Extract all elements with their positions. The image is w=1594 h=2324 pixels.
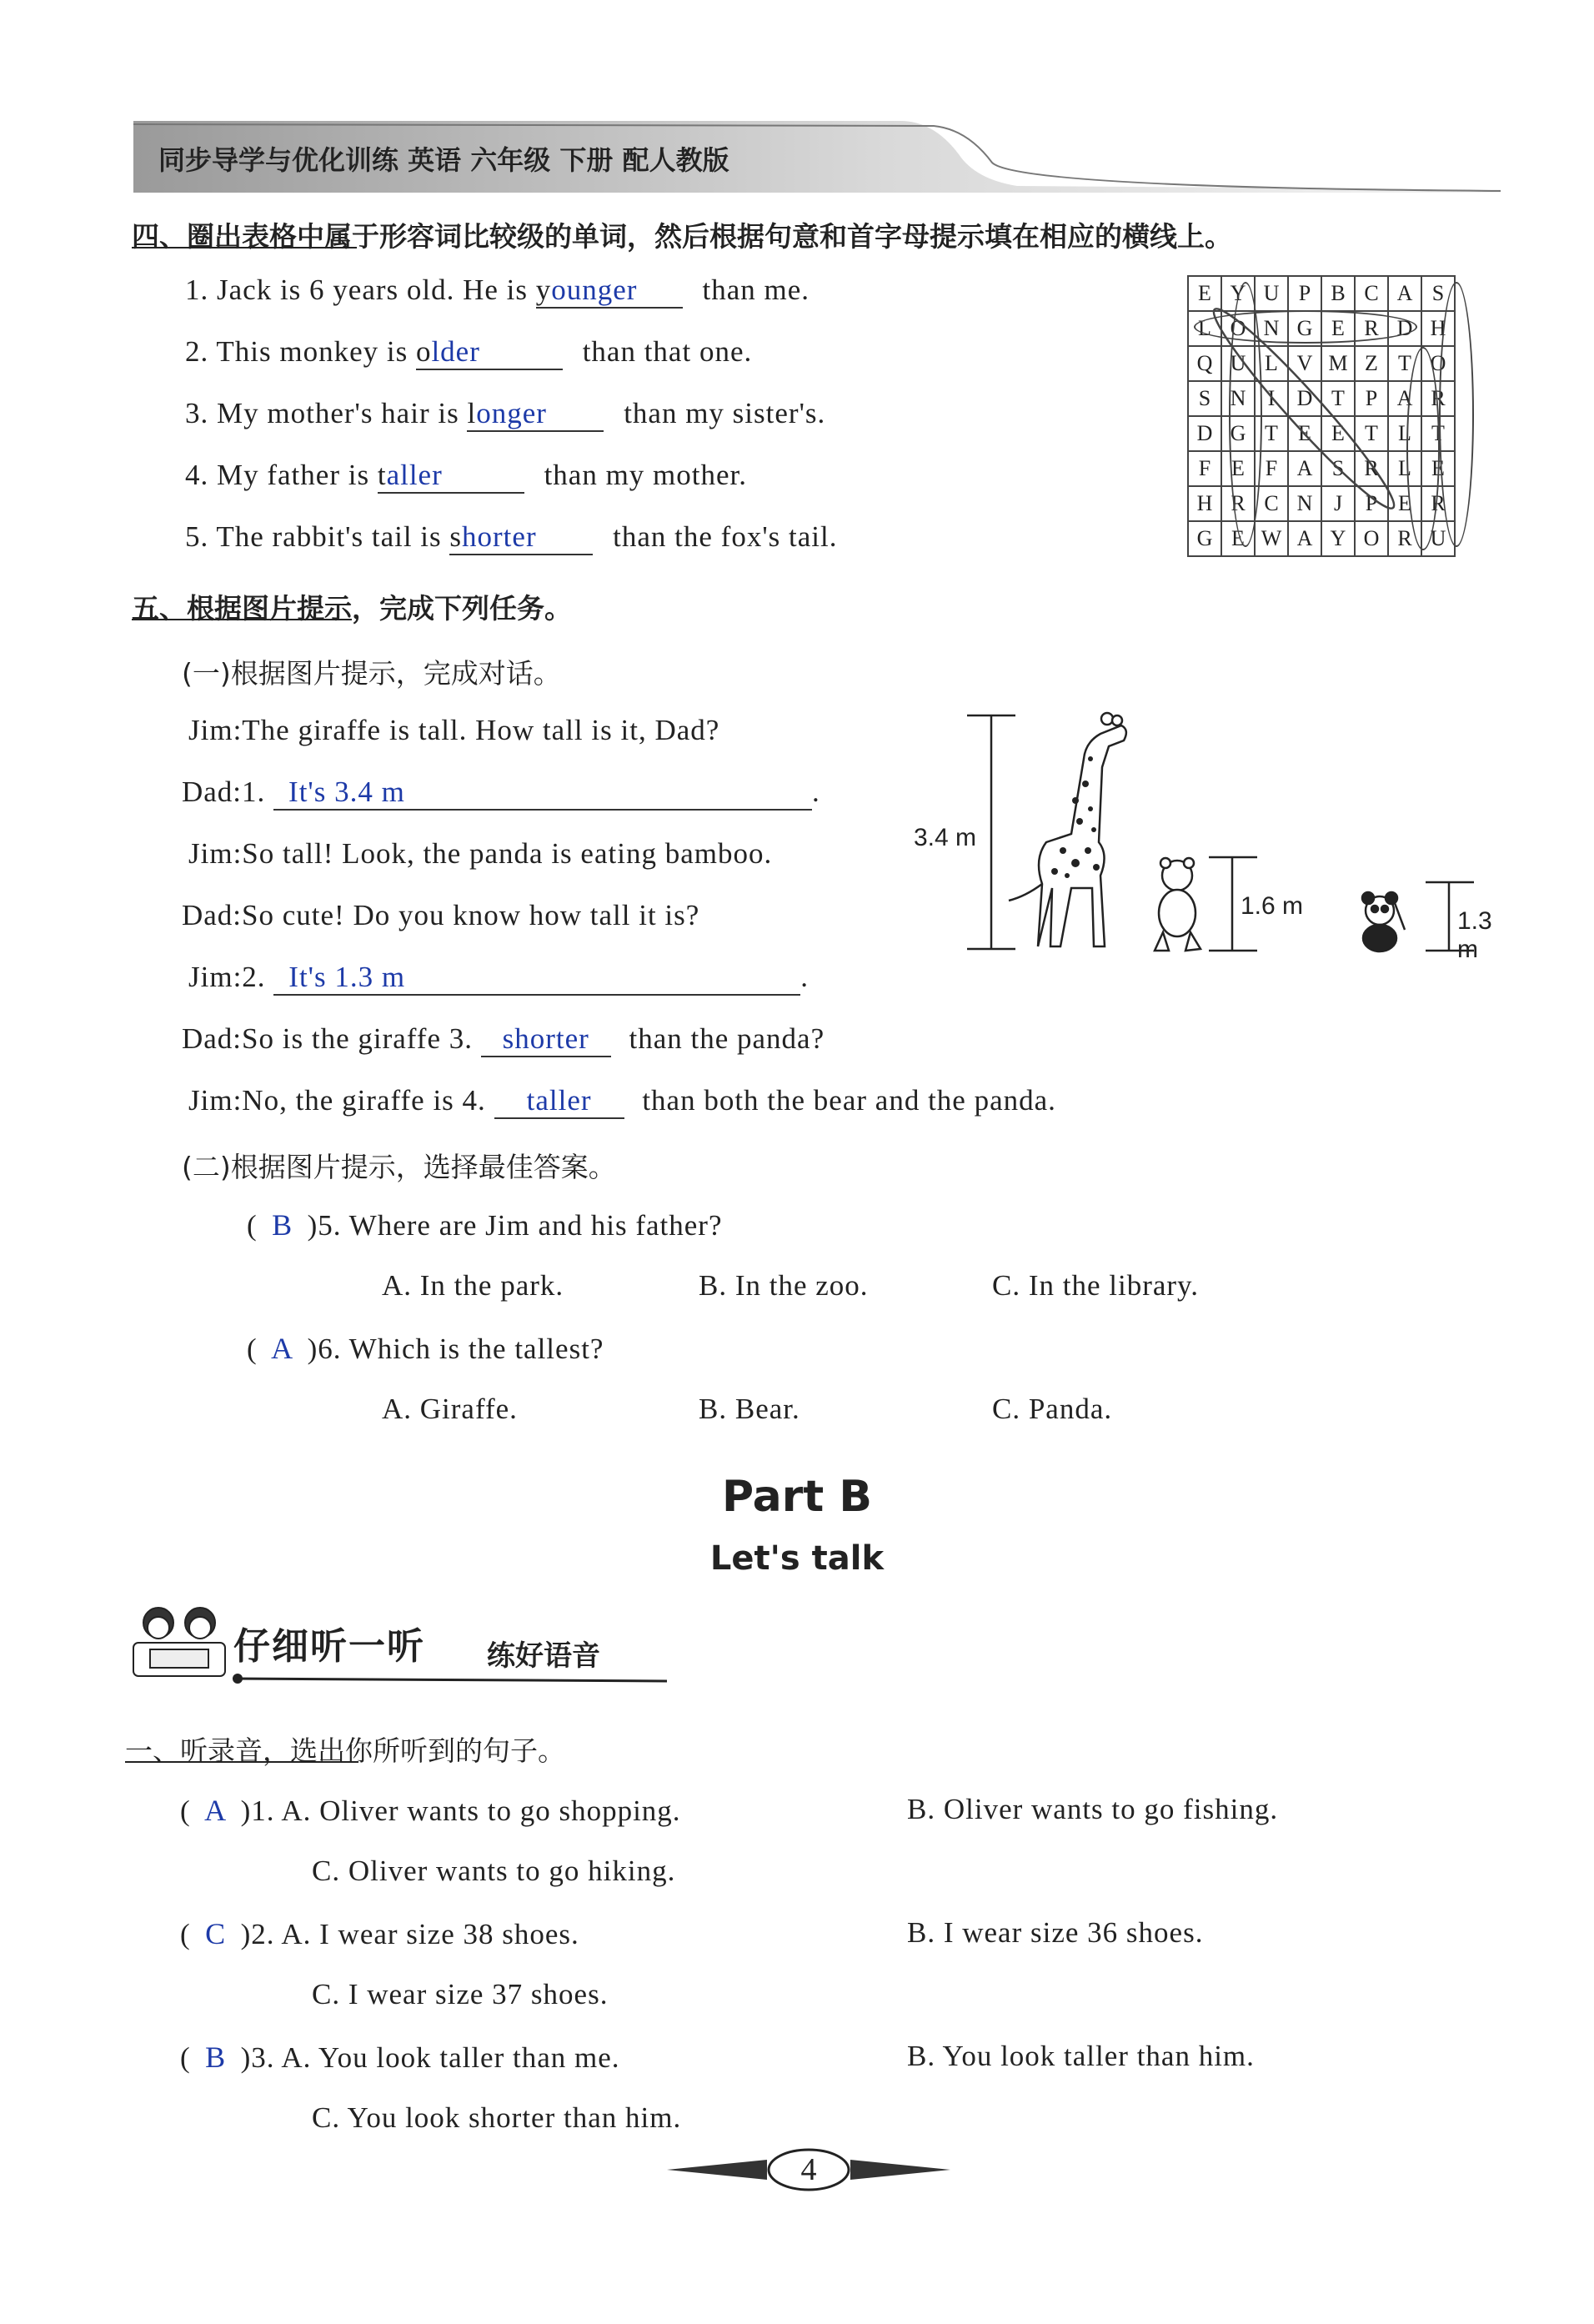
grid-cell[interactable]: Z — [1355, 346, 1388, 381]
s1-item-1: ( A )1. A. Oliver wants to go shopping. — [180, 1794, 681, 1827]
section5-part1-title: (一)根据图片提示，完成对话。 — [182, 657, 561, 690]
s1-item-1-option-a[interactable]: )1. A. Oliver wants to go shopping. — [240, 1794, 681, 1827]
dialogue-3: Jim:So tall! Look, the panda is eating bamboo. — [188, 837, 773, 870]
dialogue-6-blank[interactable] — [481, 1022, 611, 1057]
grid-cell[interactable]: U — [1221, 346, 1255, 381]
dialogue-5-pre: Jim:2. — [188, 961, 266, 993]
grid-cell[interactable]: H — [1188, 486, 1221, 521]
grid-cell[interactable]: P — [1355, 486, 1388, 521]
grid-cell[interactable]: R — [1355, 451, 1388, 486]
grid-cell[interactable]: R — [1388, 521, 1421, 556]
grid-cell[interactable]: T — [1321, 381, 1355, 416]
q5-answer[interactable]: B — [272, 1208, 293, 1242]
s4-item-4-hint: t — [377, 459, 387, 491]
grid-cell[interactable]: L — [1388, 416, 1421, 451]
grid-cell[interactable]: I — [1255, 381, 1288, 416]
s4-item-5-post: than the fox's tail. — [613, 520, 838, 553]
q5-option-c[interactable]: C. In the library. — [992, 1269, 1200, 1302]
banner-small-text: 练好语音 — [487, 1639, 600, 1673]
section1-title-underline — [125, 1761, 358, 1763]
s1-item-3-answer[interactable]: B — [205, 2040, 227, 2074]
s4-item-1-post: than me. — [702, 274, 810, 306]
dialogue-5-answer: It's 1.3 m — [288, 961, 406, 993]
s4-item-3-answer: onger — [476, 397, 547, 429]
grid-cell[interactable]: U — [1421, 521, 1455, 556]
q6-option-b[interactable]: B. Bear. — [699, 1393, 800, 1425]
s1-item-2-answer[interactable]: C — [205, 1917, 227, 1950]
question-5: ( B )5. Where are Jim and his father? — [247, 1208, 723, 1242]
dialogue-6-post: than the panda? — [629, 1022, 825, 1055]
dialogue-7-answer: taller — [526, 1084, 592, 1117]
grid-cell[interactable]: D — [1388, 311, 1421, 346]
dialogue-5 — [188, 961, 809, 996]
s4-item-2 — [185, 335, 752, 370]
grid-cell[interactable]: A — [1388, 276, 1421, 311]
grid-cell[interactable]: G — [1188, 521, 1221, 556]
grid-cell[interactable]: B — [1321, 276, 1355, 311]
grid-cell[interactable]: T — [1255, 416, 1288, 451]
grid-cell[interactable]: J — [1321, 486, 1355, 521]
grid-cell[interactable]: R — [1421, 381, 1455, 416]
s4-item-3-hint: l — [467, 397, 477, 429]
s4-item-5-hint: s — [449, 520, 463, 553]
s1-item-3-option-c[interactable]: C. You look shorter than him. — [312, 2101, 682, 2134]
grid-cell[interactable]: E — [1221, 521, 1255, 556]
page-number: 4 — [800, 2152, 817, 2187]
dialogue-7-blank[interactable] — [494, 1084, 624, 1119]
grid-cell[interactable]: A — [1288, 521, 1321, 556]
bear-height-label: 1.6 m — [1241, 892, 1304, 920]
header-title: 同步导学与优化训练 英语 六年级 下册 配人教版 — [158, 144, 729, 176]
section4-title: 四、圈出表格中属于形容词比较级的单词，然后根据句意和首字母提示填在相应的横线上。 — [132, 220, 1232, 253]
dialogue-6-answer: shorter — [502, 1022, 589, 1055]
section5-part2-title: (二)根据图片提示，选择最佳答案。 — [182, 1151, 616, 1183]
grid-cell[interactable]: G — [1221, 416, 1255, 451]
section5-title-underline — [132, 619, 352, 620]
section4-title-underline — [132, 247, 357, 248]
grid-cell[interactable]: Q — [1188, 346, 1221, 381]
banner-big-text: 仔细听一听 — [233, 1625, 425, 1668]
grid-cell[interactable]: W — [1255, 521, 1288, 556]
grid-cell[interactable]: T — [1388, 346, 1421, 381]
grid-cell[interactable]: P — [1355, 381, 1388, 416]
grid-cell[interactable]: L — [1188, 311, 1221, 346]
grid-cell[interactable]: C — [1355, 276, 1388, 311]
grid-cell[interactable]: R — [1355, 311, 1388, 346]
dialogue-5-blank[interactable] — [273, 961, 800, 996]
q5-option-b[interactable]: B. In the zoo. — [699, 1269, 869, 1302]
grid-cell[interactable]: G — [1288, 311, 1321, 346]
s1-item-1-option-b[interactable]: B. Oliver wants to go fishing. — [907, 1793, 1279, 1825]
grid-cell[interactable]: M — [1321, 346, 1355, 381]
s4-item-2-blank[interactable] — [416, 335, 563, 370]
circle-older-diagonal — [1187, 275, 1476, 559]
grid-cell[interactable]: S — [1421, 276, 1455, 311]
q6-option-c[interactable]: C. Panda. — [992, 1393, 1113, 1425]
grid-cell[interactable]: D — [1188, 416, 1221, 451]
s4-item-5-answer: horter — [462, 520, 537, 553]
page-footer — [667, 2140, 950, 2198]
grid-cell[interactable]: E — [1321, 311, 1355, 346]
grid-cell[interactable]: F — [1188, 451, 1221, 486]
grid-cell[interactable]: O — [1421, 346, 1455, 381]
panda-icon — [1362, 892, 1405, 951]
dialogue-2-blank[interactable] — [273, 776, 812, 811]
grid-cell[interactable]: L — [1388, 451, 1421, 486]
s4-item-4 — [185, 459, 747, 494]
dialogue-7-post: than both the bear and the panda. — [642, 1084, 1056, 1117]
s4-item-1-answer: ounger — [551, 274, 638, 306]
dialogue-6 — [182, 1022, 825, 1057]
children-reading-icon — [133, 1608, 225, 1676]
grid-cell[interactable]: F — [1255, 451, 1288, 486]
s4-item-4-blank[interactable] — [378, 459, 524, 494]
grid-cell[interactable]: E — [1321, 416, 1355, 451]
s1-item-3-option-a[interactable]: )3. A. You look taller than me. — [240, 2041, 620, 2074]
grid-cell[interactable]: O — [1221, 311, 1255, 346]
word-search-grid — [1187, 275, 1456, 557]
s1-item-2: ( C )2. A. I wear size 38 shoes. — [180, 1917, 579, 1950]
grid-cell[interactable]: Y — [1221, 276, 1255, 311]
grid-cell[interactable]: E — [1188, 276, 1221, 311]
grid-cell[interactable]: E — [1388, 486, 1421, 521]
s4-item-5 — [185, 520, 837, 555]
s1-item-3-option-b[interactable]: B. You look taller than him. — [907, 2040, 1255, 2072]
dialogue-2-post: . — [812, 776, 820, 808]
grid-cell[interactable]: Y — [1321, 521, 1355, 556]
s4-item-3-post: than my sister's. — [624, 397, 826, 429]
grid-cell[interactable]: P — [1288, 276, 1321, 311]
s4-item-5-text: 5. The rabbit's tail is — [185, 520, 442, 553]
dialogue-7 — [188, 1084, 1056, 1119]
s4-item-4-text: 4. My father is — [185, 459, 370, 491]
dialogue-2-pre: Dad:1. — [182, 776, 266, 808]
grid-cell[interactable]: D — [1288, 381, 1321, 416]
grid-cell[interactable]: T — [1421, 416, 1455, 451]
dialogue-2-answer: It's 3.4 m — [288, 776, 405, 808]
grid-cell[interactable]: A — [1388, 381, 1421, 416]
s1-item-1-answer[interactable]: A — [204, 1794, 228, 1827]
q5-text: )5. Where are Jim and his father? — [307, 1209, 723, 1242]
s4-item-2-answer: lder — [431, 335, 480, 368]
s4-item-4-answer: aller — [386, 459, 443, 491]
section5-title: 五、根据图片提示，完成下列任务。 — [132, 592, 572, 625]
s1-item-1-option-c[interactable]: C. Oliver wants to go hiking. — [312, 1855, 676, 1887]
height-figure — [900, 709, 1517, 963]
grid-cell[interactable]: E — [1421, 451, 1455, 486]
giraffe-icon — [1009, 713, 1126, 946]
dialogue-4: Dad:So cute! Do you know how tall it is? — [182, 899, 700, 931]
s4-item-3 — [185, 397, 825, 432]
grid-cell[interactable]: C — [1255, 486, 1288, 521]
s4-item-1-text: 1. Jack is 6 years old. He is — [185, 274, 529, 306]
grid-cell[interactable]: L — [1255, 346, 1288, 381]
s4-item-1 — [185, 274, 810, 309]
grid-cell[interactable]: U — [1255, 276, 1288, 311]
grid-cell[interactable]: V — [1288, 346, 1321, 381]
bear-icon — [1155, 858, 1201, 951]
grid-cell[interactable]: T — [1355, 416, 1388, 451]
s4-item-4-post: than my mother. — [544, 459, 748, 491]
listening-banner — [125, 1599, 675, 1689]
question-6: ( A )6. Which is the tallest? — [247, 1332, 604, 1365]
q6-option-a[interactable]: A. Giraffe. — [382, 1393, 518, 1425]
grid-cell[interactable]: R — [1421, 486, 1455, 521]
giraffe-height-label: 3.4 m — [914, 824, 977, 851]
q6-answer[interactable]: A — [271, 1332, 294, 1365]
s4-item-3-text: 3. My mother's hair is — [185, 397, 459, 429]
dialogue-5-post: . — [800, 961, 810, 993]
s1-item-2-option-b[interactable]: B. I wear size 36 shoes. — [907, 1916, 1204, 1949]
s4-item-1-hint: y — [535, 274, 552, 306]
grid-cell[interactable]: N — [1288, 486, 1321, 521]
header-banner — [133, 121, 1501, 193]
grid-cell[interactable]: R — [1221, 486, 1255, 521]
dialogue-2 — [182, 776, 820, 811]
s4-item-5-blank[interactable] — [449, 520, 593, 555]
panda-height-label: 1.3 m — [1457, 907, 1492, 963]
grid-cell[interactable]: O — [1355, 521, 1388, 556]
dialogue-7-pre: Jim:No, the giraffe is 4. — [188, 1084, 486, 1117]
s1-item-2-option-a[interactable]: )2. A. I wear size 38 shoes. — [240, 1918, 579, 1950]
grid-cell[interactable]: S — [1321, 451, 1355, 486]
q5-option-a[interactable]: A. In the park. — [382, 1269, 564, 1302]
s4-item-2-text: 2. This monkey is — [185, 335, 409, 368]
height-figure-drawing — [900, 709, 1517, 959]
section1-title: 一、听录音，选出你所听到的句子。 — [125, 1734, 565, 1767]
s4-item-3-blank[interactable] — [467, 397, 604, 432]
s4-item-1-blank[interactable] — [536, 274, 683, 309]
grid-cell[interactable]: A — [1288, 451, 1321, 486]
grid-cell[interactable]: E — [1221, 451, 1255, 486]
grid-cell[interactable]: E — [1288, 416, 1321, 451]
grid-cell[interactable]: N — [1221, 381, 1255, 416]
grid-cell[interactable]: H — [1421, 311, 1455, 346]
s4-item-2-hint: o — [415, 335, 432, 368]
grid-cell[interactable]: S — [1188, 381, 1221, 416]
dialogue-1: Jim:The giraffe is tall. How tall is it, Dad? — [188, 714, 720, 746]
s1-item-2-option-c[interactable]: C. I wear size 37 shoes. — [312, 1978, 609, 2010]
s4-item-2-post: than that one. — [582, 335, 753, 368]
dialogue-6-pre: Dad:So is the giraffe 3. — [182, 1022, 473, 1055]
partb-subtitle: Let's talk — [709, 1539, 885, 1578]
s1-item-3: ( B )3. A. You look taller than me. — [180, 2040, 620, 2074]
grid-cell[interactable]: N — [1255, 311, 1288, 346]
partb-title: Part B — [721, 1472, 873, 1522]
q6-text: )6. Which is the tallest? — [307, 1333, 604, 1365]
